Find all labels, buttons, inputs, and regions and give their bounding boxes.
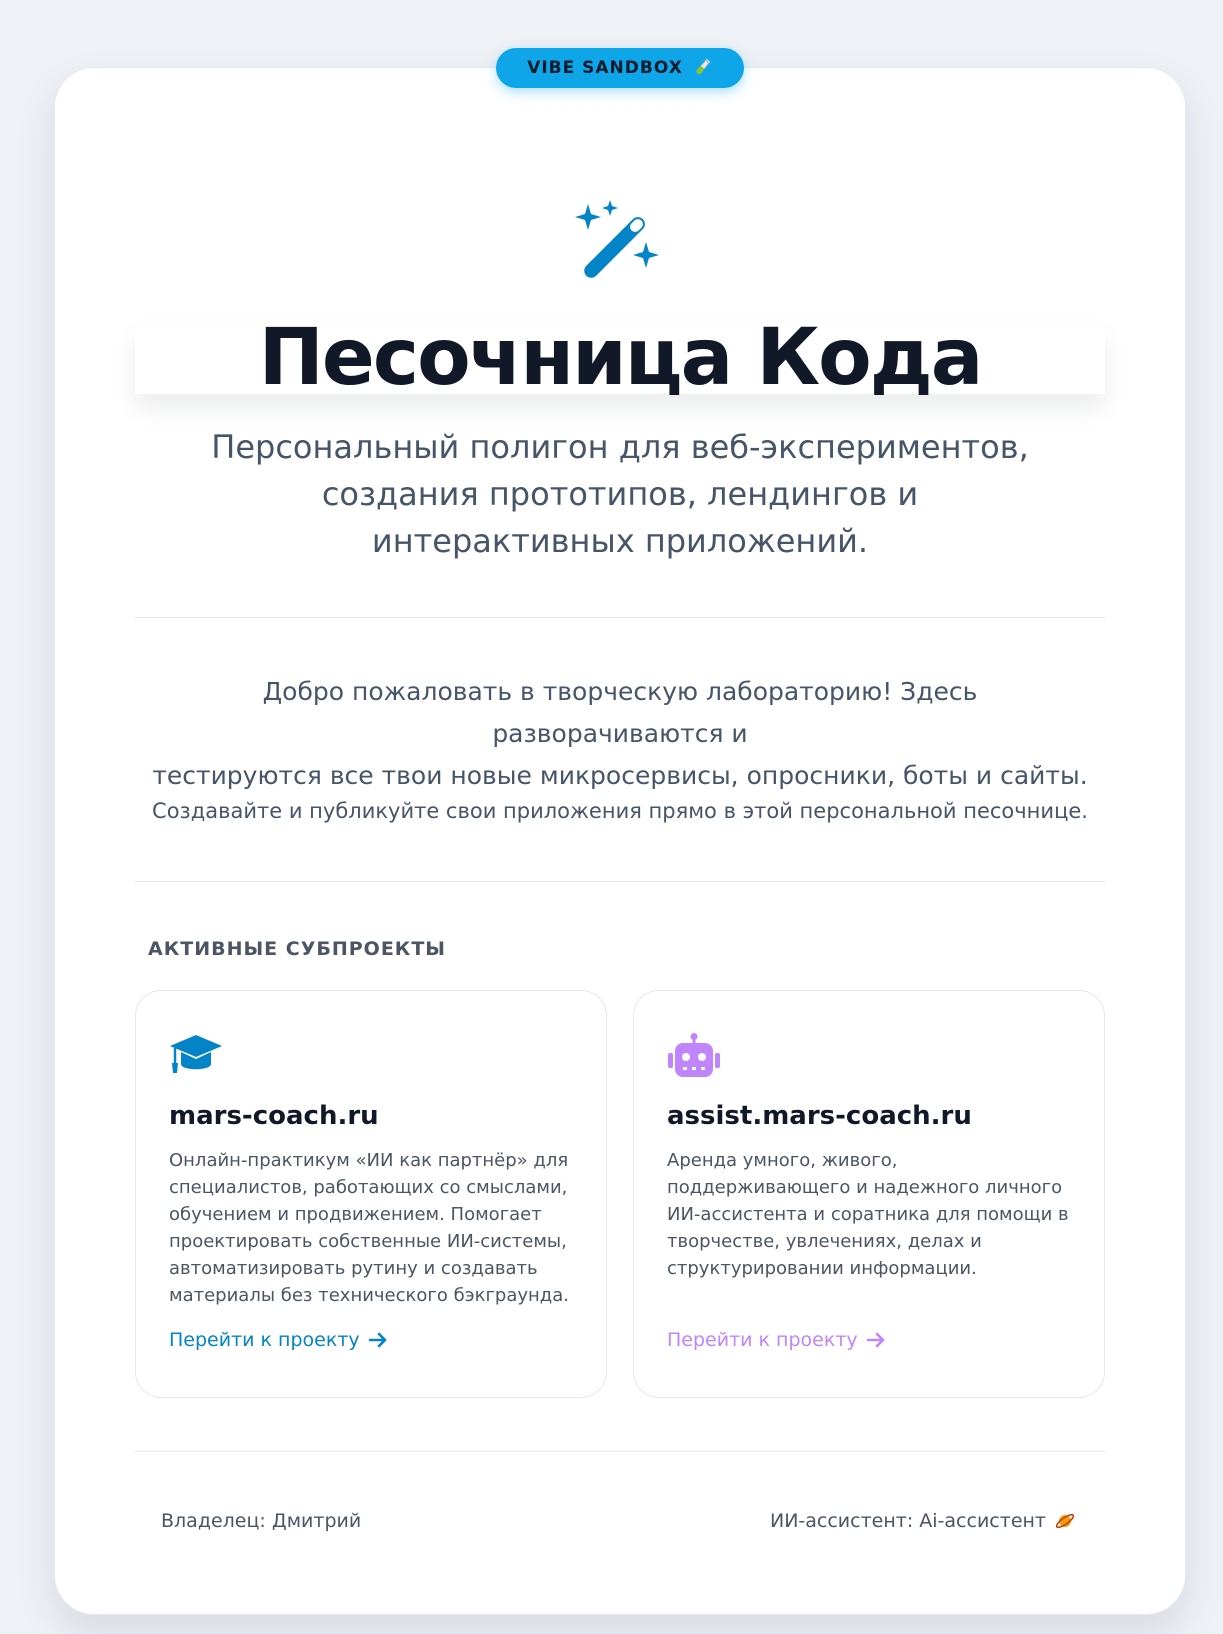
project-card-assist[interactable] xyxy=(633,990,1105,1398)
welcome-text xyxy=(145,671,1095,797)
project-card-mars-coach[interactable] xyxy=(135,990,607,1398)
description-line: специалистов, работающих со смыслами, xyxy=(169,1177,568,1198)
divider xyxy=(135,1451,1105,1452)
description-line: автоматизировать рутину и создавать xyxy=(169,1258,538,1279)
project-link-label: Перейти к проекту xyxy=(667,1329,858,1351)
page-subtitle xyxy=(200,424,1040,565)
assistant-label: ИИ-ассистент: Ai-ассистент xyxy=(769,1510,1046,1532)
project-description xyxy=(667,1147,1077,1282)
project-link[interactable] xyxy=(667,1329,886,1351)
robot-icon xyxy=(667,1033,721,1079)
subtitle-line: интерактивных приложений. xyxy=(371,522,869,560)
project-name: assist.mars-coach.ru xyxy=(667,1101,972,1131)
description-line: структурировании информации. xyxy=(667,1258,977,1279)
description-line: поддерживающего и надежного личного xyxy=(667,1177,1063,1198)
subtitle-line: создания прототипов, лендингов и xyxy=(321,475,919,513)
subtitle-line: Персональный полигон для веб-экспериментов, xyxy=(211,428,1029,466)
test-tube-icon xyxy=(691,57,713,79)
footer-assistant xyxy=(770,1510,1076,1532)
welcome-note: Создавайте и публикуйте свои приложения прямо в этой персональной песочнице. xyxy=(152,799,1088,823)
welcome-line: Добро пожаловать в творческую лабораторию! Здесь разворачиваются и xyxy=(262,677,978,748)
project-description xyxy=(169,1147,579,1309)
arrow-right-icon xyxy=(866,1331,886,1349)
description-line: материалы без технического бэкграунда. xyxy=(169,1285,569,1306)
divider xyxy=(135,881,1105,882)
divider xyxy=(135,617,1105,618)
project-name: mars-coach.ru xyxy=(169,1101,379,1131)
magic-wand-icon xyxy=(570,200,662,292)
description-line: творчестве, увлечениях, делах и xyxy=(667,1231,982,1252)
description-line: Аренда умного, живого, xyxy=(667,1150,898,1171)
description-line: Онлайн-практикум «ИИ как партнёр» для xyxy=(169,1150,569,1171)
description-line: проектировать собственные ИИ-системы, xyxy=(169,1231,567,1252)
sandbox-badge xyxy=(496,48,744,88)
project-link-label: Перейти к проекту xyxy=(169,1329,360,1351)
footer-owner xyxy=(161,1510,361,1532)
arrow-right-icon xyxy=(368,1331,388,1349)
section-title: АКТИВНЫЕ СУБПРОЕКТЫ xyxy=(148,938,446,960)
badge-label: VIBE SANDBOX xyxy=(527,58,683,78)
page-title: Песочница Кода xyxy=(258,313,982,403)
planet-icon xyxy=(1054,1510,1076,1532)
description-line: обучением и продвижением. Помогает xyxy=(169,1204,542,1225)
graduation-cap-icon xyxy=(169,1033,223,1079)
welcome-line: тестируются все твои новые микросервисы, опросники, боты и сайты. xyxy=(152,761,1088,790)
project-link[interactable] xyxy=(169,1329,388,1351)
owner-label: Владелец: Дмитрий xyxy=(161,1510,362,1532)
description-line: ИИ-ассистента и соратника для помощи в xyxy=(667,1204,1069,1225)
